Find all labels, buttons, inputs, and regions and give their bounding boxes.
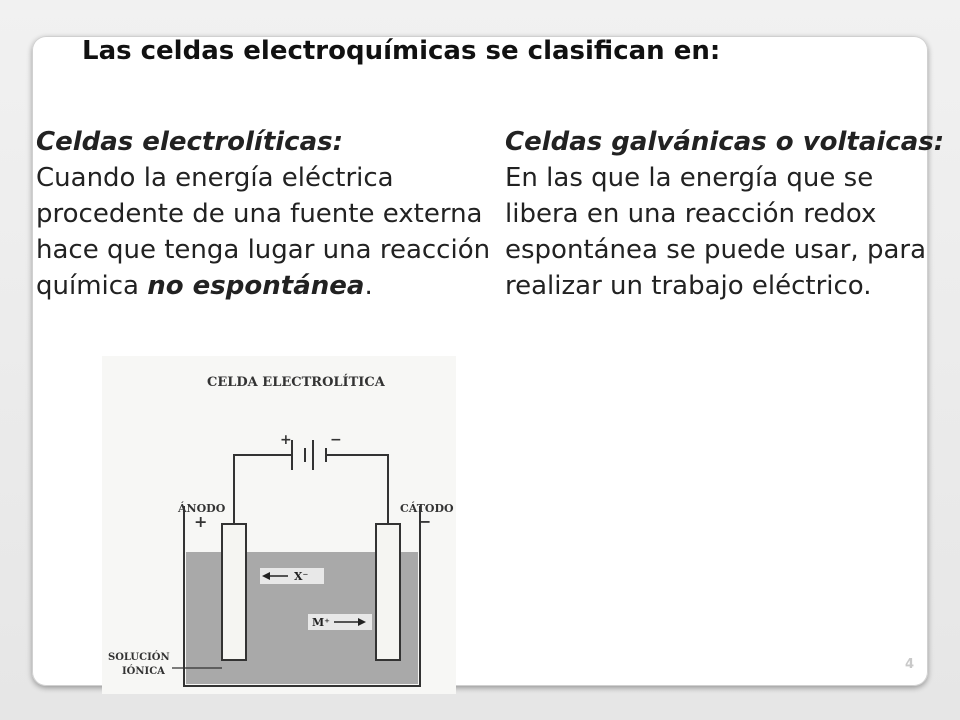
- electrolytic-emphasis: no espontánea: [147, 271, 365, 301]
- galvanic-body: En las que la energía que se libera en una reacción redox espontánea se puede usar, para realizar un trabajo eléctrico.: [505, 163, 927, 301]
- cathode-label: CÁTODO: [400, 502, 454, 515]
- battery-plus: +: [280, 432, 292, 448]
- cathode-electrode: [376, 524, 400, 660]
- electrolytic-body: Cuando la energía eléctrica procedente de una fuente externa hace que tenga lugar una reacción química: [36, 163, 491, 301]
- cation-arrow: [308, 614, 372, 630]
- electrolytic-cell-diagram: [102, 356, 456, 694]
- cation-label: M⁺: [312, 616, 330, 629]
- solution-label-line2: IÓNICA: [122, 666, 165, 677]
- figure-title: CELDA ELECTROLÍTICA: [207, 375, 385, 390]
- electrolytic-cell-figure: [102, 356, 456, 694]
- cathode-minus: −: [418, 512, 432, 531]
- anode-label: ÁNODO: [178, 502, 226, 515]
- solution-label-line1: SOLUCIÓN: [108, 652, 170, 663]
- battery-minus: −: [330, 432, 342, 448]
- anode-plus: +: [194, 512, 208, 531]
- electrolytic-cells-text: [36, 124, 496, 304]
- anion-label: X⁻: [294, 570, 309, 583]
- galvanic-heading: Celdas galvánicas o voltaicas:: [505, 127, 945, 157]
- slide-title: Las celdas electroquímicas se clasifican en:: [82, 36, 721, 66]
- galvanic-cells-text: [505, 124, 955, 304]
- electrolytic-tail: .: [364, 271, 373, 301]
- anion-arrow: [260, 568, 324, 584]
- electrolytic-heading: Celdas electrolíticas:: [36, 127, 344, 157]
- page-number: 4: [905, 657, 915, 672]
- anode-electrode: [222, 524, 246, 660]
